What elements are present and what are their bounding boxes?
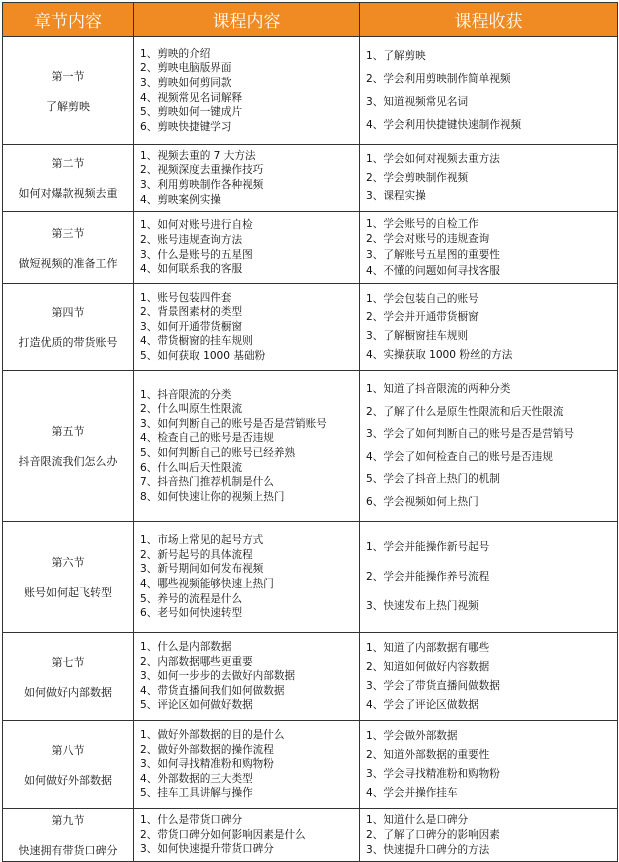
gains-item: 2、学会并能操作养号流程 xyxy=(366,570,490,583)
gains-item: 6、学会视频如何上热门 xyxy=(366,495,479,508)
gains-item: 3、课程实操 xyxy=(366,190,426,203)
chapter-cell xyxy=(3,212,134,284)
gains-list xyxy=(366,38,617,144)
content-item: 1、抖音限流的分类 xyxy=(140,388,232,401)
chapter-number: 第四节 xyxy=(51,306,85,319)
chapter-cell xyxy=(3,284,134,371)
chapter-title: 如何对爆款视频去重 xyxy=(18,187,118,200)
gains-list xyxy=(366,285,617,370)
chapter-title: 了解剪映 xyxy=(46,99,90,113)
gains-item: 2、学会利用剪映制作简单视频 xyxy=(366,72,511,85)
gains-item: 4、实操获取 1000 粉丝的方法 xyxy=(366,348,513,361)
chapter-number: 第二节 xyxy=(51,157,85,170)
gains-item: 4、学会了如何检查自己的账号是否违规 xyxy=(366,450,553,463)
gains-list xyxy=(366,810,617,861)
gains-item: 3、学会了如何判断自己的账号是否是营销号 xyxy=(366,428,575,441)
gains-list xyxy=(366,213,617,283)
chapter-title: 做短视频的准备工作 xyxy=(18,256,118,270)
chapter-number: 第五节 xyxy=(51,425,85,438)
gains-list xyxy=(366,634,617,720)
content-item: 4、带货直播间我们如何做数据 xyxy=(140,684,285,697)
content-item: 6、剪映快捷键学习 xyxy=(140,120,232,133)
gains-list xyxy=(366,722,617,808)
chapter-title: 如何做好外部数据 xyxy=(24,773,112,787)
content-item: 4、检查自己的账号是否违规 xyxy=(140,432,274,445)
gains-item: 1、知道了内部数据有哪些 xyxy=(366,641,490,654)
content-item: 1、剪映的介绍 xyxy=(140,47,211,60)
gains-cell xyxy=(360,721,618,809)
content-item: 1、视频去重的 7 大方法 xyxy=(140,149,256,162)
gains-item: 4、不懂的问题如何寻找客服 xyxy=(366,264,500,277)
chapter-cell xyxy=(3,809,134,862)
content-item: 4、视频常见名词解释 xyxy=(140,91,243,104)
content-item: 2、新号起号的具体流程 xyxy=(140,548,253,561)
content-item: 4、外部数据的三大类型 xyxy=(140,772,253,785)
chapter-title: 账号如何起飞转型 xyxy=(24,586,112,599)
table-row xyxy=(3,633,618,721)
chapter-title: 快速拥有带货口碑分 xyxy=(18,844,118,857)
content-item: 5、剪映如何一键成片 xyxy=(140,106,243,119)
content-item: 5、如何判断自己的账号已经养熟 xyxy=(140,447,296,459)
gains-cell xyxy=(360,809,618,862)
table-row xyxy=(3,371,618,522)
content-item: 5、养号的流程是什么 xyxy=(140,592,243,605)
content-item: 3、如何判断自己的账号是否是营销账号 xyxy=(140,417,327,430)
table-row xyxy=(3,522,618,633)
content-list xyxy=(140,388,359,505)
gains-item: 1、了解剪映 xyxy=(366,49,426,62)
content-item: 1、什么是带货口碑分 xyxy=(140,814,243,827)
content-cell xyxy=(134,284,360,371)
gains-item: 1、学会做外部数据 xyxy=(366,729,458,742)
gains-item: 1、学会包装自己的账号 xyxy=(366,292,479,305)
gains-item: 1、学会账号的自检工作 xyxy=(366,217,479,230)
gains-cell xyxy=(360,145,618,212)
gains-cell xyxy=(360,371,618,522)
content-list xyxy=(140,291,359,364)
content-item: 6、老号如何快速转型 xyxy=(140,607,243,620)
chapter-cell xyxy=(3,37,134,145)
gains-item: 2、学会对账号的违规查询 xyxy=(366,233,490,246)
content-item: 5、挂车工具讲解与操作 xyxy=(140,787,253,800)
gains-item: 3、知道视频常见名词 xyxy=(366,95,469,108)
content-item: 1、做好外部数据的目的是什么 xyxy=(140,729,285,742)
content-cell xyxy=(134,633,360,721)
gains-list xyxy=(366,372,617,521)
syllabus-table xyxy=(2,2,618,862)
content-list xyxy=(140,218,359,276)
content-item: 1、市场上常见的起号方式 xyxy=(140,534,264,547)
content-list xyxy=(140,149,359,207)
chapter-number: 第一节 xyxy=(51,69,85,83)
gains-item: 3、快速发布上热门视频 xyxy=(366,600,479,613)
gains-item: 3、了解账号五星图的重要性 xyxy=(366,249,500,262)
gains-item: 4、学会并操作挂车 xyxy=(366,786,458,799)
content-item: 6、什么叫后天性限流 xyxy=(140,461,243,474)
content-cell xyxy=(134,522,360,633)
gains-cell xyxy=(360,212,618,284)
gains-item: 2、了解了什么是原生性限流和后天性限流 xyxy=(366,405,564,418)
gains-item: 2、知道外部数据的重要性 xyxy=(366,748,490,761)
gains-item: 3、学会寻找精准粉和购物粉 xyxy=(366,767,500,780)
gains-item: 4、学会利用快捷键快速制作视频 xyxy=(366,118,522,131)
content-cell xyxy=(134,145,360,212)
content-item: 3、新号期间如何发布视频 xyxy=(140,563,264,576)
content-item: 1、什么是内部数据 xyxy=(140,641,232,654)
table-row xyxy=(3,212,618,284)
gains-cell xyxy=(360,633,618,721)
content-item: 1、账号包装四件套 xyxy=(140,291,232,304)
gains-item: 4、学会了评论区做数据 xyxy=(366,698,479,711)
table-body xyxy=(3,37,618,862)
gains-item: 1、学会并能操作新号起号 xyxy=(366,541,490,554)
content-item: 8、如何快速让你的视频上热门 xyxy=(140,490,285,503)
content-list xyxy=(140,47,359,135)
gains-list xyxy=(366,523,617,632)
chapter-number: 第六节 xyxy=(51,556,85,569)
content-cell xyxy=(134,212,360,284)
table-row xyxy=(3,284,618,371)
chapter-number: 第七节 xyxy=(51,655,85,669)
chapter-number: 第八节 xyxy=(51,743,85,757)
content-item: 5、评论区如何做好数据 xyxy=(140,699,253,712)
gains-cell xyxy=(360,37,618,145)
gains-cell xyxy=(360,522,618,633)
chapter-cell xyxy=(3,721,134,809)
content-list xyxy=(140,728,359,801)
chapter-cell xyxy=(3,145,134,212)
content-item: 2、做好外部数据的操作流程 xyxy=(140,743,274,756)
content-item: 4、带货橱窗的挂车规则 xyxy=(140,335,253,348)
gains-item: 5、学会了抖音上热门的机制 xyxy=(366,473,500,486)
gains-item: 2、知道如何做好内容数据 xyxy=(366,660,490,673)
table-row xyxy=(3,37,618,145)
content-item: 2、背景图素材的类型 xyxy=(140,306,243,319)
gains-list xyxy=(366,146,617,211)
chapter-number: 第三节 xyxy=(51,226,85,240)
content-list xyxy=(140,640,359,713)
table-row xyxy=(3,145,618,212)
content-item: 5、如何获取 1000 基础粉 xyxy=(140,349,266,362)
content-item: 3、剪映如何剪同款 xyxy=(140,76,232,89)
content-item: 2、什么叫原生性限流 xyxy=(140,403,243,416)
chapter-number: 第九节 xyxy=(51,814,85,827)
content-cell xyxy=(134,809,360,862)
content-item: 2、内部数据哪些更重要 xyxy=(140,655,253,668)
gains-item: 2、学会剪映制作视频 xyxy=(366,171,469,184)
gains-item: 3、快速提升口碑分的方法 xyxy=(366,843,490,856)
chapter-title: 如何做好内部数据 xyxy=(24,685,112,699)
gains-item: 1、学会如何对视频去重方法 xyxy=(366,153,500,166)
content-cell xyxy=(134,37,360,145)
content-cell xyxy=(134,721,360,809)
content-item: 2、带货口碑分如何影响因素是什么 xyxy=(140,828,306,841)
content-item: 7、抖音热门推荐机制是什么 xyxy=(140,476,274,489)
gains-item: 1、知道了抖音限流的两种分类 xyxy=(366,383,511,396)
header-gains: 课程收获 xyxy=(360,3,618,37)
content-item: 3、什么是账号的五星图 xyxy=(140,248,253,261)
content-item: 1、如何对账号进行自检 xyxy=(140,219,253,232)
content-list xyxy=(140,813,359,857)
gains-item: 2、了解了口碑分的影响因素 xyxy=(366,828,500,841)
gains-item: 3、了解橱窗挂车规则 xyxy=(366,330,469,343)
content-item: 3、如何寻找精准粉和购物粉 xyxy=(140,758,274,771)
gains-item: 2、学会并开通带货橱窗 xyxy=(366,311,479,324)
content-list xyxy=(140,533,359,621)
chapter-title: 抖音限流我们怎么办 xyxy=(18,455,118,468)
gains-item: 3、学会了带货直播间做数据 xyxy=(366,679,500,692)
content-item: 3、如何开通带货橱窗 xyxy=(140,320,243,333)
chapter-title: 打造优质的带货账号 xyxy=(18,336,118,349)
gains-cell xyxy=(360,284,618,371)
content-item: 4、哪些视频能够快速上热门 xyxy=(140,578,274,590)
header-chapter: 章节内容 xyxy=(3,3,134,37)
content-item: 3、利用剪映制作各种视频 xyxy=(140,179,264,191)
content-item: 4、剪映案例实操 xyxy=(140,193,221,206)
content-item: 3、如何快速提升带货口碑分 xyxy=(140,843,274,856)
table-row xyxy=(3,809,618,862)
content-item: 2、视频深度去重操作技巧 xyxy=(140,164,264,177)
chapter-cell xyxy=(3,371,134,522)
content-item: 3、如何一步步的去做好内部数据 xyxy=(140,670,296,683)
header-row xyxy=(3,3,618,37)
content-cell xyxy=(134,371,360,522)
chapter-cell xyxy=(3,633,134,721)
content-item: 2、剪映电脑版界面 xyxy=(140,62,232,75)
chapter-cell xyxy=(3,522,134,633)
table-row xyxy=(3,721,618,809)
header-content: 课程内容 xyxy=(134,3,360,37)
gains-item: 1、知道什么是口碑分 xyxy=(366,813,469,826)
content-item: 2、账号违规查询方法 xyxy=(140,233,243,246)
content-item: 4、如何联系我的客服 xyxy=(140,263,243,276)
